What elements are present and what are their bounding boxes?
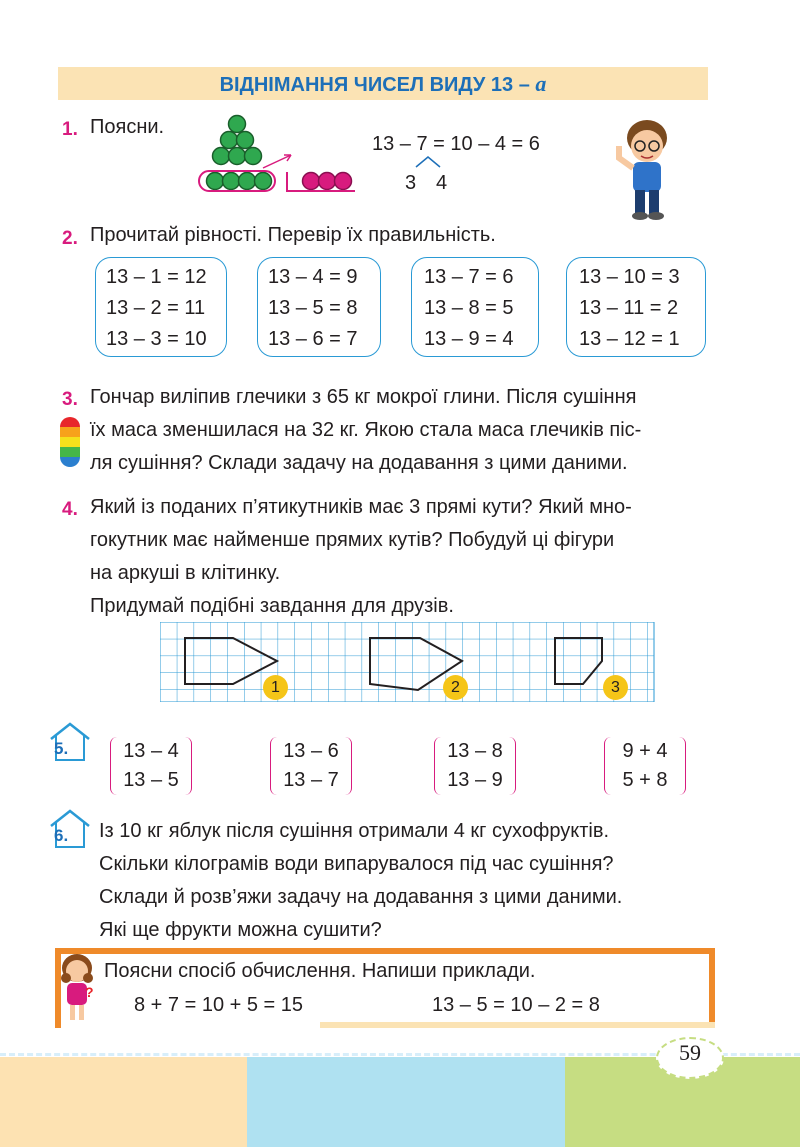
expression-group: [604, 737, 686, 795]
task6-line: Які ще фрукти можна сушити?: [99, 919, 382, 941]
counter: [245, 148, 262, 165]
expression: 5 + 8: [622, 769, 668, 791]
task3-number: 3.: [62, 389, 78, 410]
task1-text: Поясни.: [90, 116, 165, 138]
face: [631, 130, 663, 162]
split-b: 4: [436, 172, 448, 194]
footer-band-blue: [247, 1057, 565, 1147]
task4-line: гокутник має найменше прямих кутів? Побудуй ці фігури: [90, 529, 615, 551]
boy-illustration: [605, 112, 685, 222]
equation: 13 – 8 = 5: [424, 297, 514, 319]
task6-line: Склади й розв’яжи задачу на додавання з цими даними.: [99, 886, 623, 908]
grid-paper: [160, 622, 654, 702]
counter: [239, 173, 256, 190]
counter: [207, 173, 224, 190]
task2-number: 2.: [62, 228, 78, 249]
equation: 13 – 1 = 12: [106, 266, 207, 288]
equation: 13 – 4 = 9: [268, 266, 358, 288]
footer-band-orange: [0, 1057, 247, 1147]
expression: 9 + 4: [622, 740, 668, 762]
task4-line: на аркуші в клітинку.: [90, 562, 281, 584]
grid-figures: [160, 622, 655, 702]
task4-line: Який із поданих п’ятикутників має 3 прямі кути? Який мно-: [90, 496, 632, 518]
equation: 13 – 11 = 2: [579, 297, 679, 319]
task6-line: Скільки кілограмів води випарувалося під час сушіння?: [99, 853, 614, 875]
expression: 13 – 7: [283, 769, 339, 791]
expression-group: [110, 737, 192, 795]
figure-label-2: 2: [443, 675, 468, 700]
equation: 13 – 2 = 11: [106, 297, 206, 319]
tip-box-bottom: [320, 1022, 715, 1028]
girl-illustration: [57, 952, 97, 1024]
task4-line: Придумай подібні завдання для друзів.: [90, 595, 454, 617]
task6-number: 6.: [54, 826, 69, 845]
expression-group: [434, 737, 516, 795]
page-number: 59: [679, 1040, 701, 1065]
equation: 13 – 12 = 1: [579, 328, 680, 350]
expression-group: [270, 737, 352, 795]
task4-number: 4.: [62, 499, 78, 520]
equation-group: [411, 257, 539, 357]
counter: [223, 173, 240, 190]
counter: [229, 148, 246, 165]
expression: 13 – 6: [283, 740, 339, 762]
counters-illustration: [193, 112, 363, 197]
split-caret: [413, 155, 443, 169]
tip-text: Поясни спосіб обчислення. Напиши приклади.: [104, 960, 536, 982]
expression: 13 – 8: [447, 740, 503, 762]
counter: [221, 132, 238, 149]
tip-example-2: 13 – 5 = 10 – 2 = 8: [432, 994, 600, 1016]
equation: 13 – 5 = 8: [268, 297, 358, 319]
counter: [255, 173, 272, 190]
shirt: [633, 162, 661, 192]
equation-group: [95, 257, 227, 357]
equation: 13 – 3 = 10: [106, 328, 207, 350]
task2-text: Прочитай рівності. Перевір їх правильність.: [90, 224, 496, 246]
counter: [237, 132, 254, 149]
counter: [335, 173, 352, 190]
tip-example-1: 8 + 7 = 10 + 5 = 15: [134, 994, 304, 1016]
task6-line: Із 10 кг яблук після сушіння отримали 4 кг сухофруктів.: [99, 820, 610, 842]
equation-group: [257, 257, 381, 357]
figure-label-3: 3: [603, 675, 628, 700]
counter: [229, 116, 246, 133]
page-title: ВІДНІМАННЯ ЧИСЕЛ ВИДУ 13 – a: [219, 71, 547, 96]
dress: [67, 983, 87, 1005]
counter: [213, 148, 230, 165]
equation: 13 – 6 = 7: [268, 328, 358, 350]
equation-group: [566, 257, 706, 357]
task1-equation: 13 – 7 = 10 – 4 = 6: [372, 133, 540, 155]
split-a: 3: [405, 172, 417, 194]
equation: 13 – 7 = 6: [424, 266, 514, 288]
counter: [303, 173, 320, 190]
rainbow-marker-icon: [60, 417, 80, 467]
expression: 13 – 5: [123, 769, 179, 791]
counter: [319, 173, 336, 190]
task1-number: 1.: [62, 119, 78, 140]
figure-label-1: 1: [263, 675, 288, 700]
task3-line: ля сушіння? Склади задачу на додавання з цими даними.: [90, 452, 628, 474]
question-mark-icon: ?: [85, 984, 94, 1000]
pointing-arm: [619, 146, 633, 168]
task3-line: їх маса зменшилася на 32 кг. Якою стала маса глечиків піс-: [90, 419, 642, 441]
task3-line: Гончар виліпив глечики з 65 кг мокрої глини. Після сушіння: [90, 386, 637, 408]
arrow-icon: [263, 155, 291, 168]
expression: 13 – 4: [123, 740, 179, 762]
equation: 13 – 10 = 3: [579, 266, 680, 288]
equation: 13 – 9 = 4: [424, 328, 514, 350]
expression: 13 – 9: [447, 769, 503, 791]
task5-number: 5.: [54, 739, 69, 758]
